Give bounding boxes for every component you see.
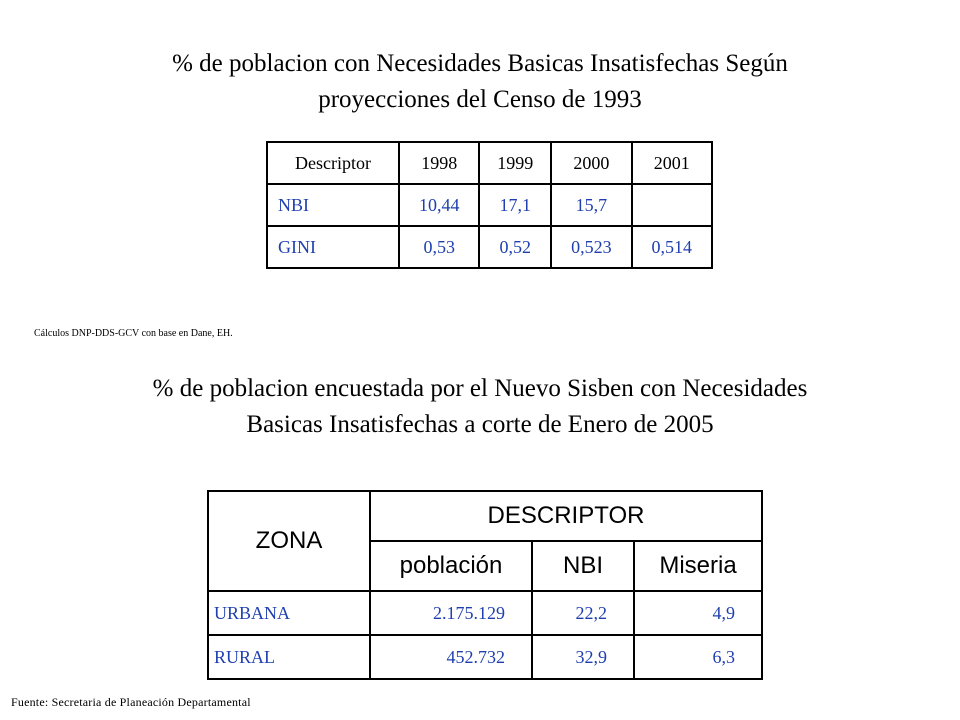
table-cell: 2.175.129: [370, 591, 532, 635]
title-2-line-1: % de poblacion encuestada por el Nuevo Sisben con Necesidades: [152, 375, 808, 402]
row-label: NBI: [267, 184, 399, 226]
table-cell: 10,44: [399, 184, 479, 226]
title-2: [0, 371, 960, 443]
row-label: URBANA: [208, 591, 370, 635]
table-cell: 0,514: [632, 226, 712, 268]
table-cell: 4,9: [634, 591, 762, 635]
header-cell: 2000: [551, 142, 631, 184]
header-cell: 2001: [632, 142, 712, 184]
sisben-table: [207, 490, 763, 680]
table-cell: 22,2: [532, 591, 634, 635]
table-cell: 17,1: [479, 184, 551, 226]
table-cell: 15,7: [551, 184, 631, 226]
subheader-cell: NBI: [532, 541, 634, 591]
table-cell: 452.732: [370, 635, 532, 679]
table-header-row: [208, 491, 762, 541]
title-1-line-2: proyecciones del Censo de 1993: [318, 86, 642, 113]
source-note-2: Fuente: Secretaria de Planeación Departamental: [11, 695, 251, 709]
header-cell: 1998: [399, 142, 479, 184]
table-cell: [632, 184, 712, 226]
table-cell: 0,523: [551, 226, 631, 268]
row-label: GINI: [267, 226, 399, 268]
subheader-cell: población: [370, 541, 532, 591]
table-cell: 0,52: [479, 226, 551, 268]
table-row: [267, 226, 712, 268]
table-row: [267, 184, 712, 226]
title-1: [0, 46, 960, 118]
source-note-1: Cálculos DNP-DDS-GCV con base en Dane, EH.: [34, 328, 233, 339]
descriptor-header: DESCRIPTOR: [370, 491, 762, 541]
table-header-row: [267, 142, 712, 184]
header-cell: 1999: [479, 142, 551, 184]
nbi-gini-table: [266, 141, 713, 269]
header-cell: Descriptor: [267, 142, 399, 184]
table-cell: 6,3: [634, 635, 762, 679]
table-row: [208, 635, 762, 679]
subheader-cell: Miseria: [634, 541, 762, 591]
table-cell: 0,53: [399, 226, 479, 268]
table-cell: 32,9: [532, 635, 634, 679]
title-1-line-1: % de poblacion con Necesidades Basicas Insatisfechas Según: [172, 50, 788, 77]
zona-header: ZONA: [208, 491, 370, 591]
row-label: RURAL: [208, 635, 370, 679]
title-2-line-2: Basicas Insatisfechas a corte de Enero de 2005: [246, 411, 714, 438]
table-row: [208, 591, 762, 635]
